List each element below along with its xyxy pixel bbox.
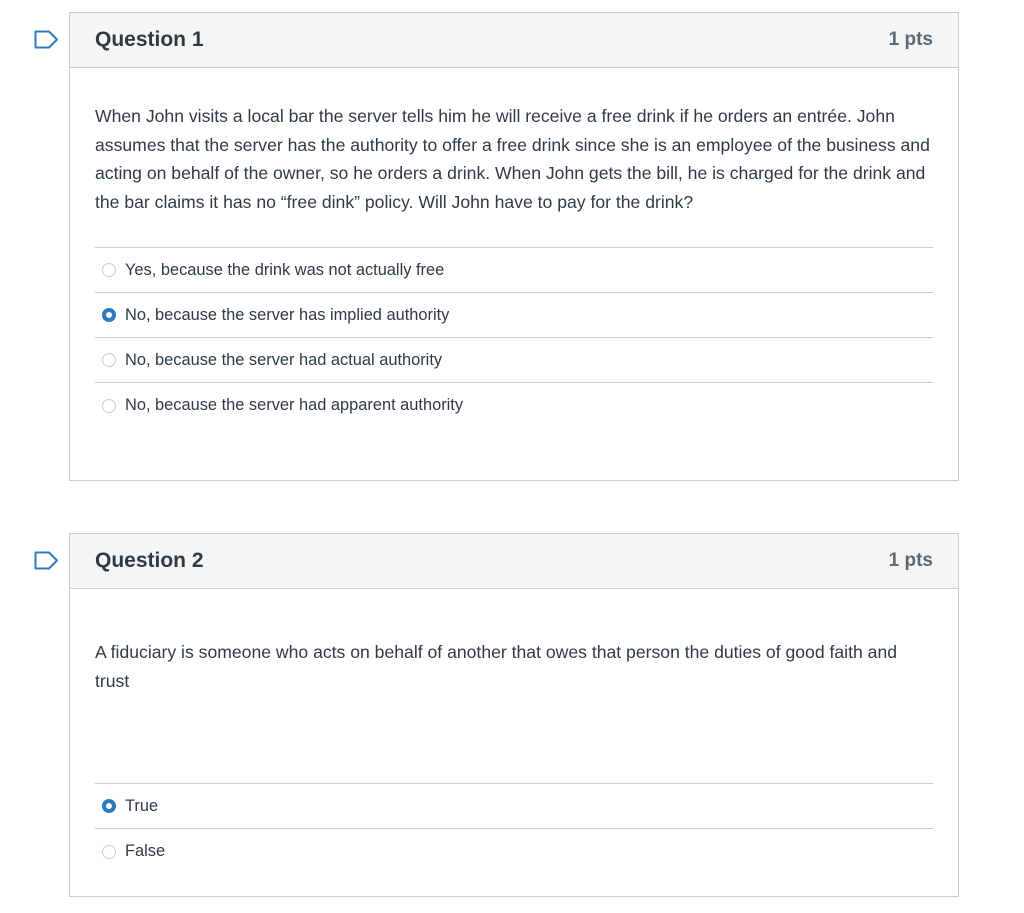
- answer-option[interactable]: [95, 248, 933, 293]
- flag-question-icon[interactable]: [34, 30, 59, 49]
- question-points: 1 pts: [888, 550, 933, 571]
- radio-selected-icon[interactable]: [102, 308, 116, 322]
- question-text: When John visits a local bar the server tells him he will receive a free drink if he orders an entrée. John assumes that the server has the authority to offer a free drink since she is an employee of the business and acting on behalf of the owner, so he orders a drink. When John gets the bill, he is charged for the drink and the bar claims it has no “free dink” policy. Will John have to pay for the drink?: [95, 106, 930, 212]
- answer-list: [95, 783, 933, 874]
- question-header: [70, 534, 958, 589]
- radio-unselected-icon[interactable]: [102, 263, 116, 277]
- radio-unselected-icon[interactable]: [102, 845, 116, 859]
- answer-label: No, because the server has implied authority: [125, 305, 450, 324]
- answer-option[interactable]: [95, 293, 933, 338]
- question-text: A fiduciary is someone who acts on behalf of another that owes that person the duties of good faith and trust: [95, 642, 898, 691]
- radio-selected-icon[interactable]: [102, 799, 116, 813]
- answer-option[interactable]: [95, 338, 933, 383]
- answer-list: [95, 247, 933, 428]
- question-title: Question 1: [95, 28, 204, 51]
- question-title: Question 2: [95, 549, 204, 572]
- answer-option[interactable]: [95, 383, 933, 428]
- radio-unselected-icon[interactable]: [102, 399, 116, 413]
- question-card-1: [69, 12, 959, 481]
- question-points: 1 pts: [888, 29, 933, 50]
- answer-label: True: [125, 796, 159, 815]
- answer-label: Yes, because the drink was not actually free: [125, 260, 445, 279]
- question-card-2: [69, 533, 959, 897]
- radio-unselected-icon[interactable]: [102, 353, 116, 367]
- question-header: [70, 13, 958, 68]
- answer-label: False: [125, 842, 166, 861]
- answer-option[interactable]: [95, 829, 933, 874]
- flag-question-icon[interactable]: [34, 551, 59, 570]
- answer-label: No, because the server had actual authority: [125, 350, 443, 369]
- answer-option[interactable]: [95, 784, 933, 829]
- answer-label: No, because the server had apparent authority: [125, 396, 464, 415]
